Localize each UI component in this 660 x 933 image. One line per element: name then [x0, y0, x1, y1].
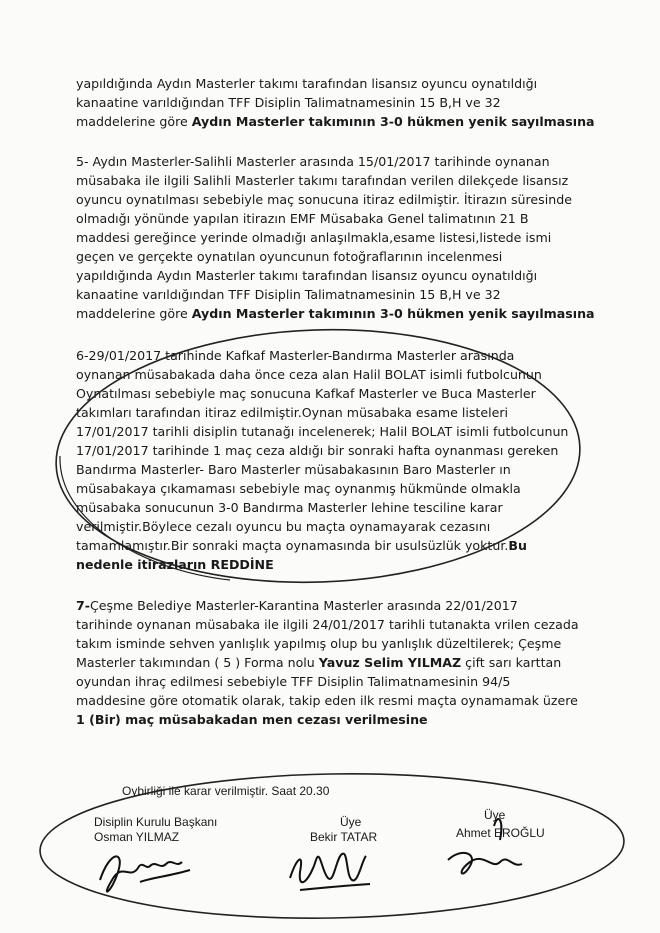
- text-line: maddelerine göre Aydın Masterler takımının 3-0 hükmen yenik sayılmasına: [76, 114, 595, 129]
- signer-chairman-role: Disiplin Kurulu Başkanı: [94, 815, 218, 829]
- paragraph-7: [76, 596, 596, 729]
- decision-statement: Oybirliği ile karar verilmiştir. Saat 20.30: [122, 784, 330, 798]
- verdict-text: nedenle itirazların REDDİNE: [76, 557, 274, 572]
- text-line: maddesine göre otomatik olarak, takip eden ilk resmi maçta oynamamak üzere: [76, 693, 578, 708]
- text-line: 5- Aydın Masterler-Salihli Masterler arasında 15/01/2017 tarihinde oynanan: [76, 154, 550, 169]
- text-line: geçen ve gerçekte oynatılan oyuncunun fotoğraflarının incelenmesi: [76, 249, 503, 264]
- text-line: olmadığı yönünde yapılan itirazın EMF Müsabaka Genel talimatının 21 B: [76, 211, 529, 226]
- text-line: tarihinde oynanan müsabaka ile ilgili 24/01/2017 tarihli tutanakta vrilen cezada: [76, 617, 579, 632]
- text-line: maddesi gereğince yerinde olmadığı anlaşılmakla,esame listesi,listede ismi: [76, 230, 552, 245]
- signature-osman-yilmaz: [100, 856, 190, 891]
- text-line: Masterler takımından ( 5 ) Forma nolu Yavuz Selim YILMAZ çift sarı karttan: [76, 655, 562, 670]
- text-line: 17/01/2017 tarihli disiplin tutanağı incelenerek; Halil BOLAT isimli futbolcunun: [76, 424, 569, 439]
- text-line: verilmiştir.Böylece cezalı oyuncu bu maçta oynamayarak cezasını: [76, 519, 491, 534]
- verdict-text: Aydın Masterler takımının 3-0 hükmen yenik sayılmasına: [191, 114, 595, 129]
- paragraph-4-continued: [76, 74, 596, 131]
- verdict-text: Bu: [508, 538, 527, 553]
- verdict-text: 1 (Bir) maç müsabakadan men cezası verilmesine: [76, 712, 428, 727]
- verdict-text: Aydın Masterler takımının 3-0 hükmen yenik sayılmasına: [191, 306, 595, 321]
- text-line: [76, 555, 596, 574]
- text-line: oyuncu oynatılması sebebiyle maç sonucuna itiraz edilmiştir. İtirazın süresinde: [76, 192, 572, 207]
- text-line: takım isminde sehven yanlışlık yapılmış olup bu yanlışlık düzeltilerek; Çeşme: [76, 636, 562, 651]
- text-line: oynanan müsabakada daha önce ceza alan Halil BOLAT isimli futbolcunun: [76, 367, 542, 382]
- text-line: müsabaka ile ilgili Salihli Masterler takımı tarafından verilen dilekçede lisansız: [76, 173, 569, 188]
- signer-chairman-name: Osman YILMAZ: [94, 830, 180, 844]
- text-line: müsabakaya çıkamaması sebebiyle maç oynanmış hükmünde olmakla: [76, 481, 521, 496]
- signer-member-1-role: Üye: [340, 815, 362, 829]
- text-line: tamamlamıştır.Bir sonraki maçta oynamasında bir usulsüzlük yoktur.Bu: [76, 538, 527, 553]
- text-line: Oynatılması sebebiyle maç sonucuna Kafkaf Masterler ve Buca Masterler: [76, 386, 536, 401]
- text-line: kanaatine varıldığından TFF Disiplin Talimatnamesinin 15 B,H ve 32: [76, 95, 501, 110]
- text-line: yapıldığında Aydın Masterler takımı tarafından lisansız oyuncu oynatıldığı: [76, 268, 538, 283]
- signature-bekir-tatar: [290, 854, 370, 890]
- signer-member-1-name: Bekir TATAR: [310, 830, 378, 844]
- text-line: 17/01/2017 tarihinde 1 maç ceza aldığı bir sonraki hafta oynanması gereken: [76, 443, 559, 458]
- paragraph-5: [76, 152, 596, 323]
- text-line: kanaatine varıldığından TFF Disiplin Talimatnamesinin 15 B,H ve 32: [76, 287, 501, 302]
- player-name: Yavuz Selim YILMAZ: [318, 655, 462, 670]
- text-line: 7-Çeşme Belediye Masterler-Karantina Masterler arasında 22/01/2017: [76, 598, 518, 613]
- text-line: oyundan ihraç edilmesi sebebiyle TFF Disiplin Talimatnamesinin 94/5: [76, 674, 511, 689]
- text-line: yapıldığında Aydın Masterler takımı tarafından lisansız oyuncu oynatıldığı: [76, 76, 538, 91]
- text-line: [76, 710, 596, 729]
- text-line: müsabaka sonucunun 3-0 Bandırma Masterler lehine tesciline karar: [76, 500, 503, 515]
- text-line: Bandırma Masterler- Baro Masterler müsabakasının Baro Masterler ın: [76, 462, 511, 477]
- signer-member-2-role: Üye: [484, 808, 506, 822]
- text-line: maddelerine göre Aydın Masterler takımının 3-0 hükmen yenik sayılmasına: [76, 306, 595, 321]
- signer-member-2-name: Ahmet EROĞLU: [456, 826, 545, 840]
- paragraph-6: [76, 346, 596, 574]
- text-line: takımları tarafından itiraz edilmiştir.Oynan müsabaka esame listeleri: [76, 405, 509, 420]
- text-line: 6-29/01/2017 tarihinde Kafkaf Masterler-Bandırma Masterler arasında: [76, 348, 515, 363]
